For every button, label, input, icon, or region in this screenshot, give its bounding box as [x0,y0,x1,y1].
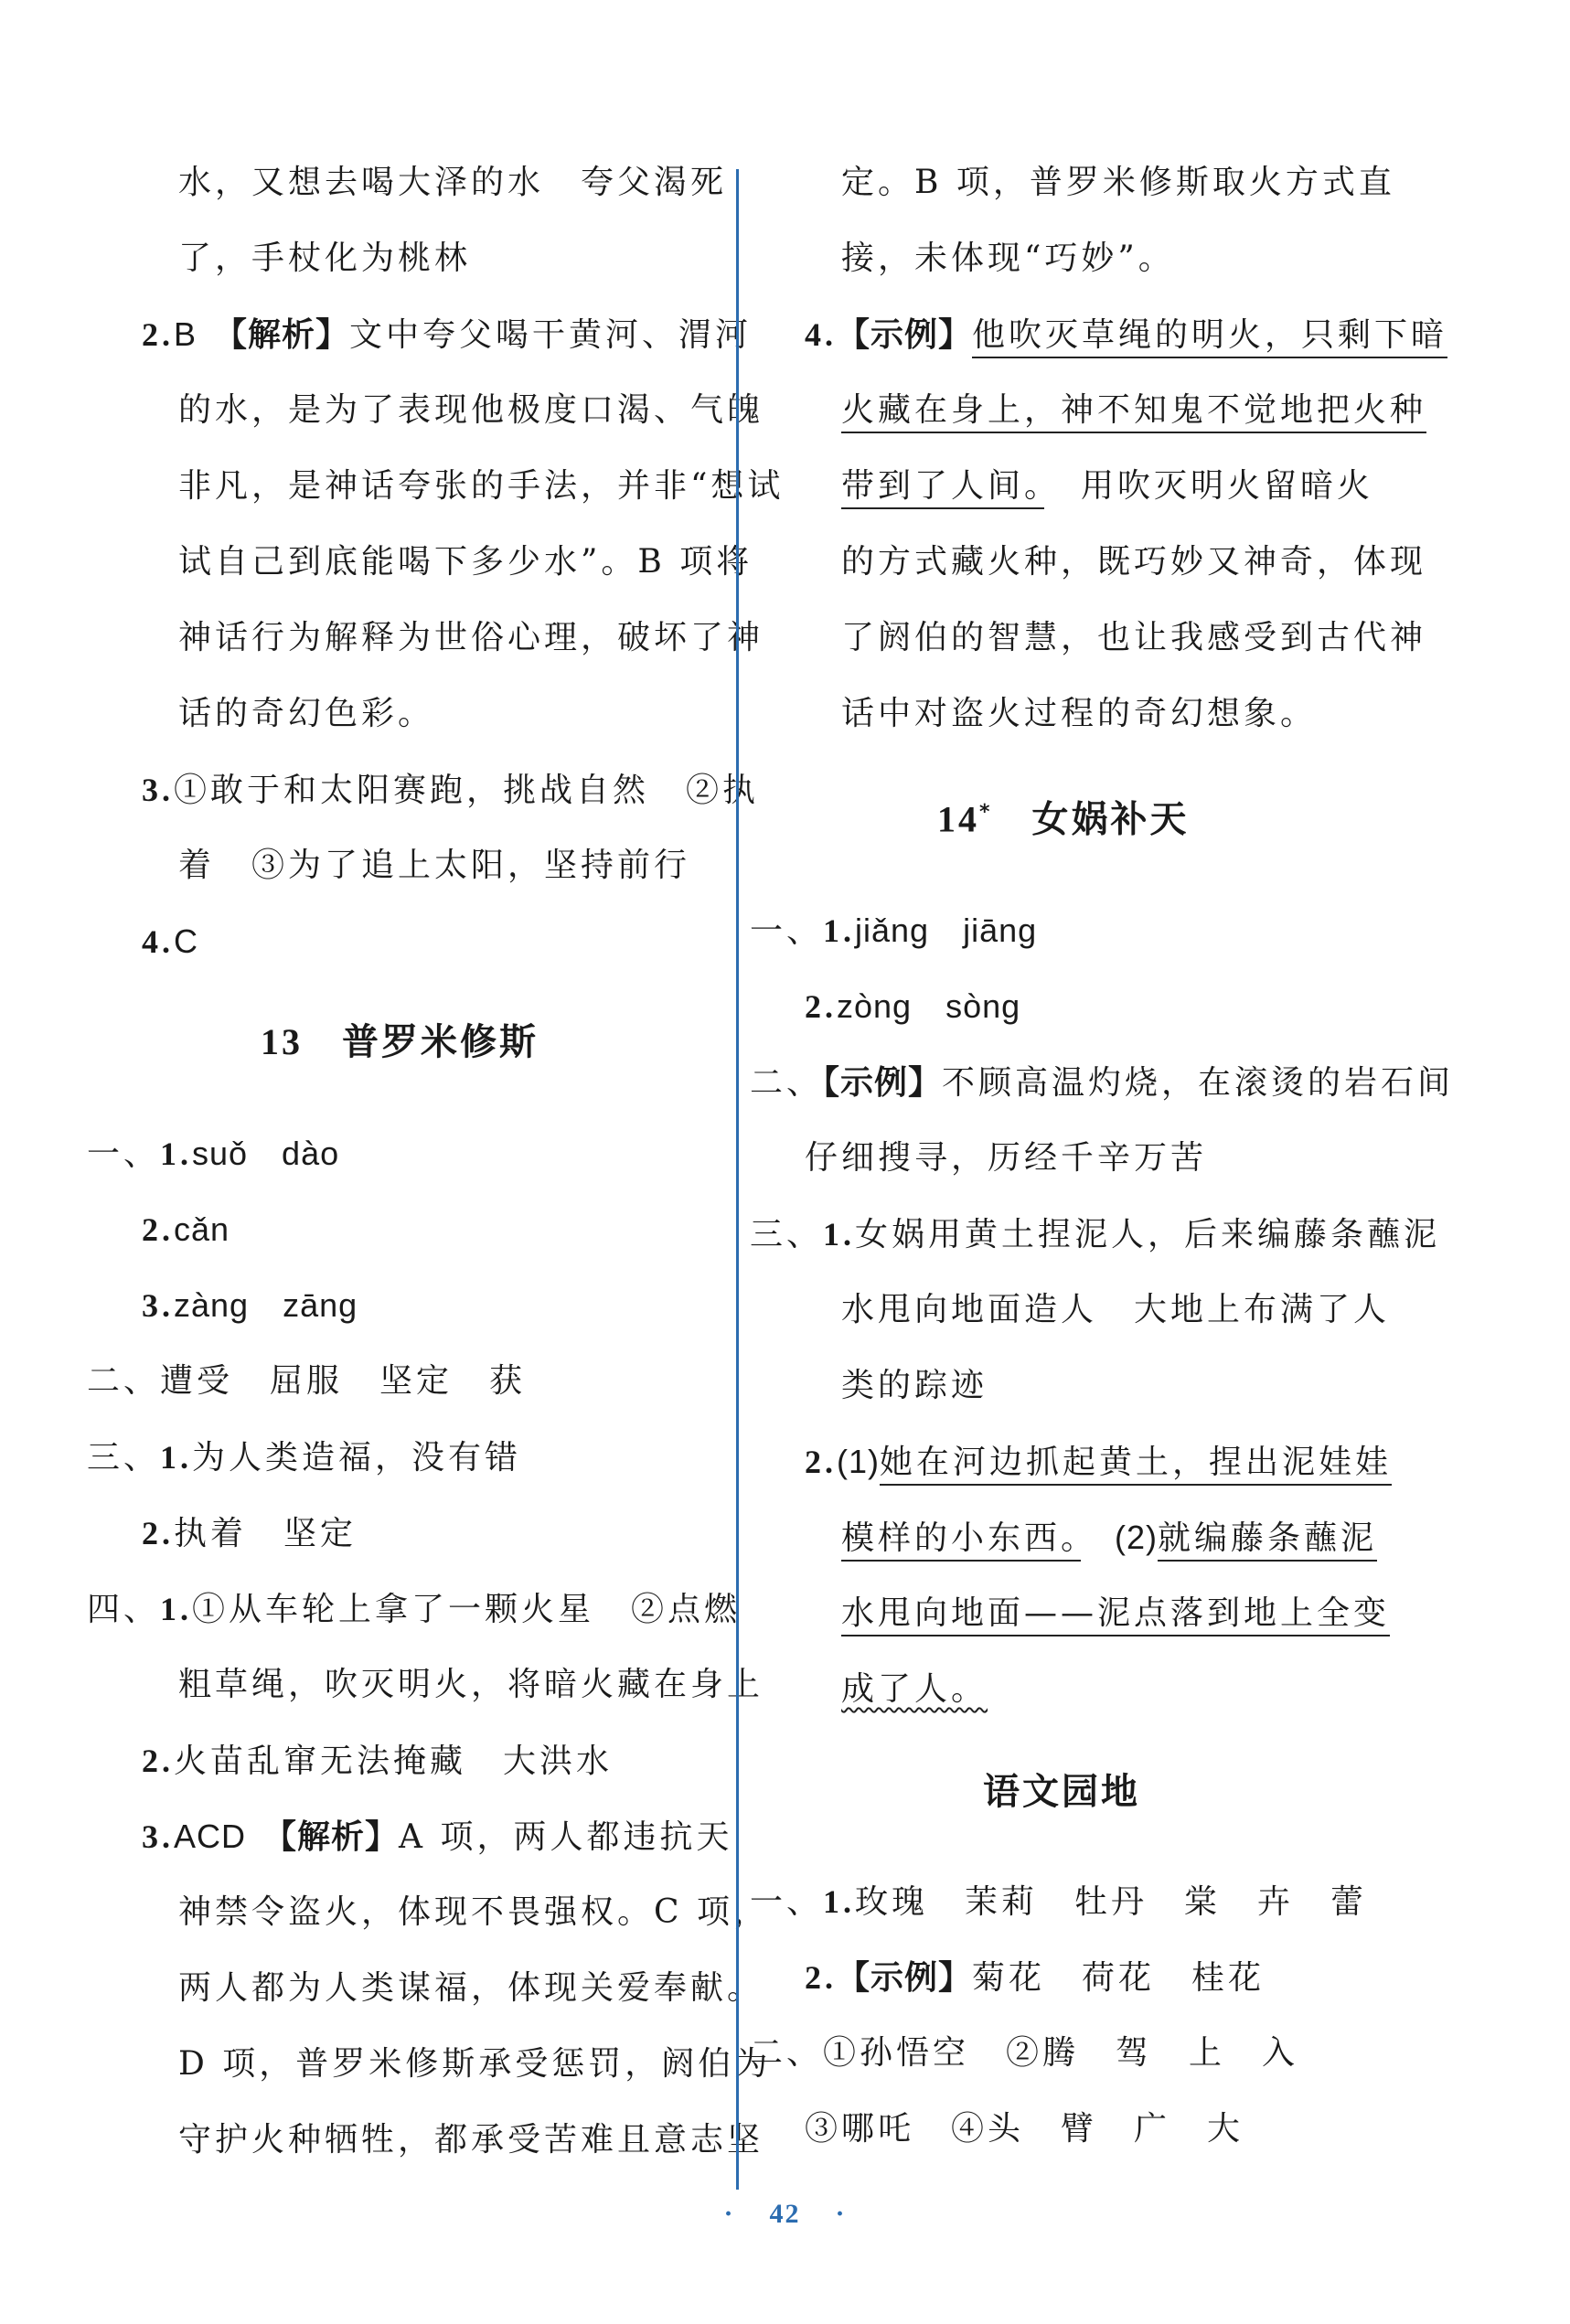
answer-text: ①从车轮上拿了一颗火星 ②点燃 [192,1591,742,1628]
question-number: 1. [160,1135,193,1172]
text-line: 类的踪迹 [841,1367,988,1404]
sub-number: (2) [1081,1519,1159,1556]
question-number: 2. [142,1211,174,1248]
text-line: 神话行为解释为世俗心理，破坏了神 [178,619,764,656]
text-line [841,1595,1390,1632]
question-number: 3. [142,772,174,808]
question-2 [142,316,752,354]
underlined-text: 她在河边抓起黄土，捏出泥娃娃 [880,1444,1392,1486]
page-number: 42 [769,2199,801,2229]
garden-part-1-q1 [750,1883,1367,1921]
question-4 [142,923,198,961]
text-line: 话中对盗火过程的奇幻想象。 [841,695,1318,732]
text-line: 了，手杖化为桃林 [178,240,472,277]
section-title-garden: 语文园地 [983,1771,1140,1813]
question-3 [142,772,759,809]
section-number: 13 [261,1021,303,1062]
section-name: 普罗米修斯 [342,1021,539,1063]
part-3-q1 [87,1439,521,1476]
answer-text: 执着 坚定 [174,1515,358,1552]
footer-dot: · [835,2199,847,2229]
analysis-tag: 【解析】 [230,315,350,354]
answer: B [174,315,231,353]
section-name: 女娲补天 [1031,798,1190,841]
question-number: 3. [142,1818,174,1855]
pinyin: zòng sòng [837,987,1021,1025]
star-mark: * [979,801,993,824]
answer-text: 为人类造福，没有错 [192,1439,522,1476]
question-number: 2. [142,316,174,353]
question-4 [805,316,1447,354]
answer-text: 火苗乱窜无法掩藏 大洪水 [174,1743,614,1780]
text-line: 仔细搜寻，历经千辛万苦 [805,1139,1208,1177]
text-line: 定。B 项，普罗米修斯取火方式直 [841,164,1395,201]
text-line: ③哪吒 ④头 臂 广 大 [805,2110,1244,2148]
question-number: 2. [142,1743,174,1779]
wavy-underlined-text: 成了人。 [841,1670,988,1708]
question-number: 2. [142,1515,174,1551]
garden-part-1-q2 [805,1959,1265,1997]
answer-text: 菊花 荷花 桂花 [972,1959,1266,1997]
text-line: 的水，是为了表现他极度口渴、气魄 [178,391,764,429]
part-prefix: 一、 [750,912,824,950]
footer-dot: · [723,2199,735,2229]
analysis-tag: 【解析】 [280,1818,400,1856]
part-4-q3 [142,1818,732,1856]
question-number: 1. [823,912,856,949]
part-1-q1 [87,1135,339,1173]
answer-text: ①敢于和太阳赛跑，挑战自然 ②执 [174,772,760,809]
underlined-text: 就编藤条蘸泥 [1158,1519,1377,1562]
question-number: 2. [805,1444,837,1480]
column-divider [736,169,739,2190]
text-line: 的方式藏火种，既巧妙又神奇，体现 [841,543,1427,581]
text-line: 守护火种牺牲，都承受苦难且意志坚 [178,2121,764,2159]
text: 用吹灭明火留暗火 [1044,467,1374,505]
part-2: 二、遭受 屈服 坚定 获 [87,1362,527,1400]
part-3-q1 [750,1216,1440,1253]
answer: C [174,922,198,960]
part-3-q2 [142,1515,357,1552]
page-footer [0,2199,1570,2230]
question-number: 1. [823,1883,856,1920]
underlined-text: 他吹灭草绳的明火，只剩下暗 [972,316,1447,358]
question-number: 2. [805,1959,837,1996]
text-line [841,1519,1377,1557]
answer: ACD [174,1818,281,1855]
section-title-13 [261,1022,539,1062]
underlined-text: 带到了人间。 [841,467,1044,509]
text-line: 水甩向地面造人 大地上布满了人 [841,1291,1391,1328]
text-line: D 项，普罗米修斯承受惩罚，阏伯为 [178,2045,772,2083]
question-number: 1. [160,1591,193,1627]
question-number: 2. [805,988,837,1025]
answer-text: 女娲用黄土捏泥人，后来编藤条蘸泥 [855,1216,1441,1253]
sub-number: (1) [837,1443,880,1480]
text-line: 着 ③为了追上太阳，坚持前行 [178,847,691,884]
part-prefix: 二、 [750,1064,824,1102]
question-number: 3. [142,1287,174,1324]
text-line: 非凡，是神话夸张的手法，并非“想试 [178,467,785,505]
pinyin: cǎn [174,1210,230,1248]
part-prefix: 三、 [750,1216,824,1253]
text-line [841,392,1426,429]
answer-text: 玫瑰 茉莉 牡丹 棠 卉 蕾 [855,1883,1368,1921]
analysis-text: 文中夸父喝干黄河、渭河 [349,316,753,354]
example-tag: 【示例】 [837,1958,973,1997]
text-line: 粗草绳，吹灭明火，将暗火藏在身上 [178,1666,764,1703]
example-tag: 【示例】 [837,315,973,354]
text-line: 两人都为人类谋福，体现关爱奉献。 [178,1969,764,2007]
part-prefix: 四、 [87,1591,161,1628]
text-line: 试自己到底能喝下多少水”。B 项将 [178,543,753,581]
part-prefix: 三、 [87,1439,161,1476]
part-4-q1 [87,1591,741,1628]
text-line [841,468,1373,505]
section-number: 14 [937,798,979,840]
text-line: 了阏伯的智慧，也让我感受到古代神 [841,619,1427,656]
part-1-q2 [142,1211,230,1249]
pinyin: jiǎng jiāng [855,911,1038,949]
underlined-text: 火藏在身上，神不知鬼不觉地把火种 [841,391,1426,433]
underlined-text: 水甩向地面——泥点落到地上全变 [841,1594,1390,1636]
pinyin: zàng zāng [174,1286,358,1324]
section-title-14 [937,793,1190,839]
pinyin: suǒ dào [192,1135,340,1172]
part-1-q2 [805,988,1020,1026]
answer-text: 不顾高温灼烧，在滚烫的岩石间 [942,1064,1455,1102]
example-tag: 【示例】 [823,1063,943,1102]
question-number: 1. [823,1216,856,1253]
text-line [841,1671,988,1708]
question-number: 4. [805,316,837,353]
part-2 [750,1064,1454,1102]
part-prefix: 一、 [87,1135,161,1173]
part-3-q2 [805,1444,1392,1481]
text-line: 神禁令盗火，体现不畏强权。C 项， [178,1893,770,1931]
part-1-q3 [142,1287,358,1325]
text-line: 话的奇幻色彩。 [178,695,435,732]
text-line: 水，又想去喝大泽的水 夸父渴死 [178,164,728,201]
question-number: 1. [160,1439,193,1476]
part-prefix: 一、 [750,1883,824,1921]
question-number: 4. [142,923,174,960]
analysis-text: A 项，两人都违抗天 [399,1818,733,1856]
part-1-q1 [750,912,1037,950]
part-4-q2 [142,1743,613,1780]
garden-part-2: 二、①孙悟空 ②腾 驾 上 入 [750,2034,1299,2072]
text-line: 接，未体现“巧妙”。 [841,240,1175,277]
underlined-text: 模样的小东西。 [841,1519,1081,1562]
